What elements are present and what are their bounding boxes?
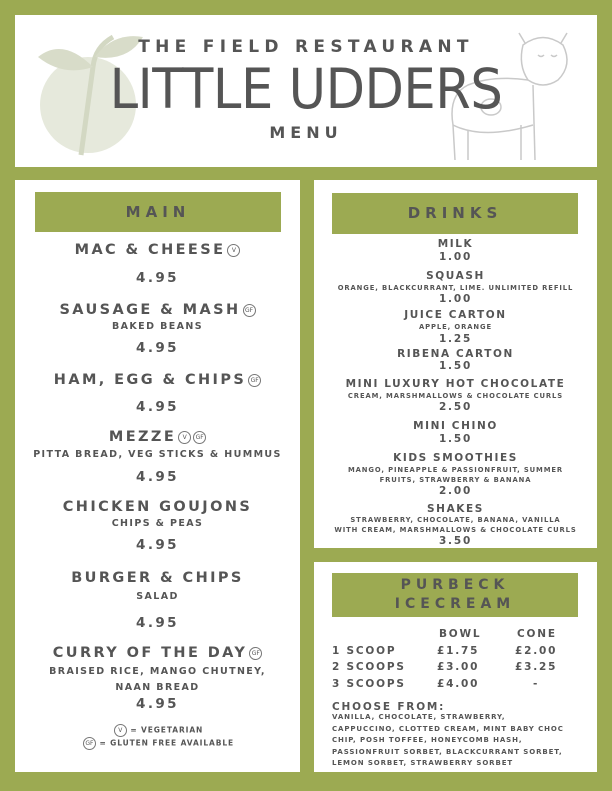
flavour-line: LEMON SORBET, STRAWBERRY SORBET [332,759,514,768]
menu-subtitle: MENU [269,123,343,142]
icecream-panel [314,562,597,772]
drinks-panel [314,180,597,548]
restaurant-name: THE FIELD RESTAURANT [138,37,474,57]
item-desc: BAKED BEANS [112,321,203,332]
row-cone: £2.00 [515,645,558,657]
drink-desc: WITH CREAM, MARSHMALLOWS & CHOCOLATE CURLS [334,526,577,534]
drink-name: RIBENA CARTON [397,348,514,360]
row-label: 1 SCOOP [332,645,397,657]
gluten-free-badge: GF [249,647,262,660]
flavour-line: CAPPUCCINO, CLOTTED CREAM, MINT BABY CHOC [332,724,564,733]
item-desc: SALAD [136,591,179,602]
drink-name: MILK [437,238,474,250]
drink-price: 1.50 [438,360,473,372]
icecream-heading: PURBECK ICECREAM [332,573,578,617]
gluten-free-badge: GF [243,304,256,317]
legend-vegetarian: V = VEGETARIAN [15,724,300,737]
item-price: 4.95 [136,469,179,485]
drink-desc: FRUITS, STRAWBERRY & BANANA [379,476,532,484]
drinks-heading: DRINKS [332,193,578,234]
item-name: CHICKEN GOUJONS [62,499,253,515]
drink-name: SQUASH [426,270,485,282]
item-price: 4.95 [136,537,179,553]
column-cone: CONE [517,628,557,640]
main-heading: MAIN [35,192,281,232]
row-bowl: £3.00 [437,661,480,673]
row-bowl: £1.75 [437,645,480,657]
drink-price: 1.25 [438,333,473,345]
vegetarian-badge: V [227,244,240,257]
drink-desc: STRAWBERRY, CHOCOLATE, BANANA, VANILLA [350,516,561,524]
item-name: MEZZE V GF [15,428,300,446]
drink-desc: ORANGE, BLACKCURRANT, LIME. UNLIMITED REFILL [337,284,574,292]
row-label: 2 SCOOPS [332,661,406,673]
item-name: HAM, EGG & CHIPS GF [15,371,300,389]
item-name: BURGER & CHIPS [71,570,244,586]
drink-price: 1.50 [438,433,473,445]
item-desc: CHIPS & PEAS [111,518,204,529]
main-panel [15,180,300,772]
drink-desc: MANGO, PINEAPPLE & PASSIONFRUIT, SUMMER [347,466,564,474]
drink-name: MINI LUXURY HOT CHOCOLATE [345,378,566,390]
item-price: 4.95 [136,696,179,712]
drink-price: 3.50 [438,535,473,547]
header-panel [15,15,597,167]
item-name: CURRY OF THE DAY GF [15,644,300,662]
drink-name: KIDS SMOOTHIES [393,452,518,464]
gluten-free-badge: GF [193,431,206,444]
drink-price: 2.50 [438,401,473,413]
drink-name: JUICE CARTON [404,309,507,321]
item-desc: BRAISED RICE, MANGO CHUTNEY, [49,666,266,677]
drink-name: SHAKES [427,503,484,515]
drink-desc: APPLE, ORANGE [418,323,493,331]
drink-name: MINI CHINO [413,420,498,432]
item-price: 4.95 [136,270,179,286]
vegetarian-badge: V [178,431,191,444]
row-bowl: £4.00 [437,678,480,690]
item-price: 4.95 [136,399,179,415]
item-price: 4.95 [136,340,179,356]
row-cone: £3.25 [515,661,558,673]
item-desc: PITTA BREAD, VEG STICKS & HUMMUS [33,449,282,460]
drink-price: 1.00 [438,251,473,263]
legend-gluten-free: GF = GLUTEN FREE AVAILABLE [15,737,300,750]
flavour-line: VANILLA, CHOCOLATE, STRAWBERRY, [332,713,506,721]
row-label: 3 SCOOPS [332,678,406,690]
item-price: 4.95 [136,615,179,631]
drink-price: 2.00 [438,485,473,497]
row-cone: - [533,678,540,690]
flavour-line: CHIP, POSH TOFFEE, HONEYCOMB HASH, [332,736,523,745]
column-bowl: BOWL [439,628,482,640]
gluten-free-badge: GF [248,374,261,387]
choose-from-label: CHOOSE FROM: [332,701,446,713]
item-desc: NAAN BREAD [115,682,200,693]
menu-title: LITTLE UDDERS [109,57,503,121]
drink-desc: CREAM, MARSHMALLOWS & CHOCOLATE CURLS [347,392,564,400]
drink-price: 1.00 [438,293,473,305]
item-name: SAUSAGE & MASH GF [15,301,300,319]
flavour-line: PASSIONFRUIT SORBET, BLACKCURRANT SORBET, [332,747,563,756]
item-name: MAC & CHEESE V [15,241,300,259]
